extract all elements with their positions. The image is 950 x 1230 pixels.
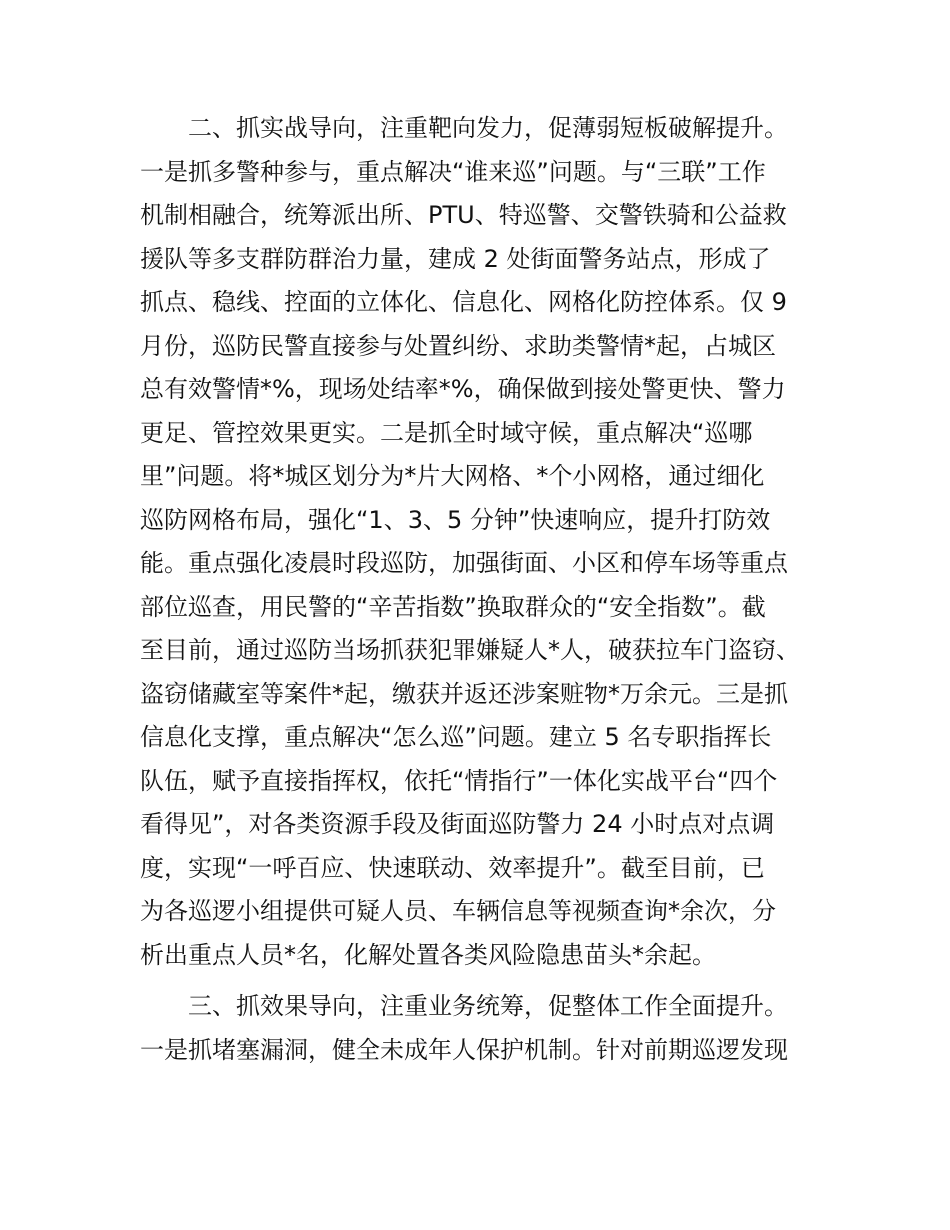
paragraph-line: 三、抓效果导向，注重业务统筹，促整体工作全面提升。: [188, 992, 788, 1020]
paragraph-line: 月份，巡防民警直接参与处置纠纷、求助类警情*起，占城区: [140, 331, 776, 360]
paragraph-line: 援队等多支群防群治力量，建成 2 处街面警务站点，形成了: [140, 244, 771, 273]
paragraph-line: 巡防网格布局，强化“1、3、5 分钟”快速响应，提升打防效: [140, 505, 771, 534]
paragraph-section-3: [140, 985, 820, 1072]
paragraph-line: 队伍，赋予直接指挥权，依托“情指行”一体化实战平台“四个: [140, 766, 778, 795]
paragraph-line: 看得见”，对各类资源手段及街面巡防警力 24 小时点对点调: [140, 810, 775, 838]
paragraph-line: 度，实现“一呼百应、快速联动、效率提升”。截至目前，已: [140, 853, 765, 882]
paragraph-line: 里”问题。将*城区划分为*片大网格、*个小网格，通过细化: [140, 462, 765, 490]
paragraph-line: 盗窃储藏室等案件*起，缴获并返还涉案赃物*万余元。三是抓: [140, 679, 788, 708]
paragraph-line: 至目前，通过巡防当场抓获犯罪嫌疑人*人，破获拉车门盗窃、: [140, 636, 800, 664]
paragraph-line: 一是抓多警种参与，重点解决“谁来巡”问题。与“三联”工作: [140, 157, 766, 186]
paragraph-line: 为各巡逻小组提供可疑人员、车辆信息等视频查询*余次，分: [140, 897, 776, 925]
paragraph-line: 机制相融合，统筹派出所、PTU、特巡警、交警铁骑和公益救: [140, 201, 787, 229]
paragraph-line: 抓点、稳线、控面的立体化、信息化、网格化防控体系。仅 9: [140, 288, 787, 316]
paragraph-line: 能。重点强化凌晨时段巡防，加强街面、小区和停车场等重点: [140, 549, 788, 577]
document-body: [140, 107, 820, 1072]
paragraph-line: 总有效警情*%，现场处结率*%，确保做到接处警更快、警力: [140, 375, 786, 403]
paragraph-spacer: [140, 977, 820, 985]
paragraph-line: 更足、管控效果更实。二是抓全时域守候，重点解决“巡哪: [140, 418, 753, 447]
paragraph-line: 部位巡查，用民警的“辛苦指数”换取群众的“安全指数”。截: [140, 592, 766, 621]
paragraph-section-2: [140, 107, 820, 977]
paragraph-line: 析出重点人员*名，化解处置各类风险隐患苗头*余起。: [140, 940, 716, 969]
paragraph-line: 信息化支撑，重点解决“怎么巡”问题。建立 5 名专职指挥长: [140, 723, 772, 751]
paragraph-line: 一是抓堵塞漏洞，健全未成年人保护机制。针对前期巡逻发现: [140, 1035, 788, 1064]
paragraph-line: 二、抓实战导向，注重靶向发力，促薄弱短板破解提升。: [188, 114, 788, 142]
